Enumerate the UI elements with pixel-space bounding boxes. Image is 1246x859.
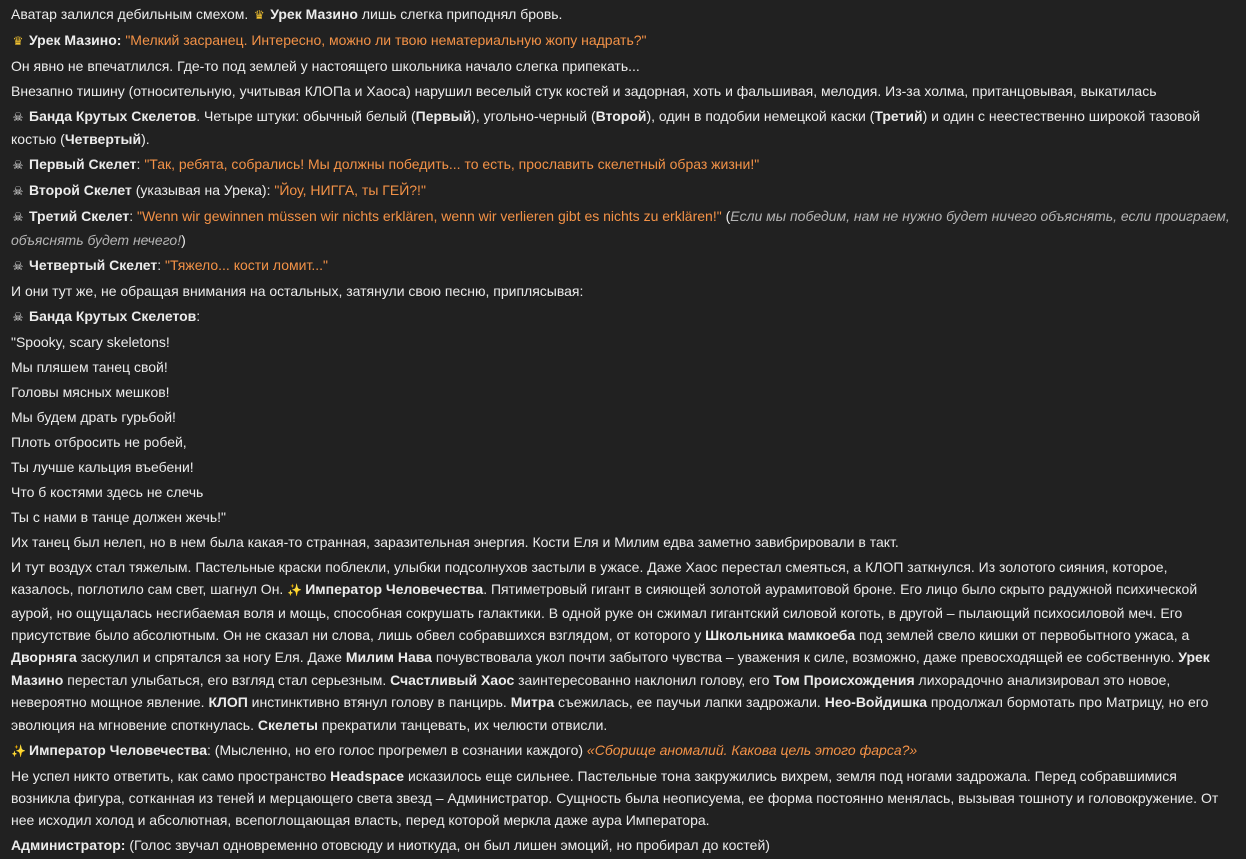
character-name: Администратор: (11, 837, 126, 854)
crown-icon: ♛ (12, 34, 24, 48)
dialogue-quote: «Сборище аномалий. Какова цель этого фарса?» (586, 741, 918, 758)
character-name: Урек Мазино (270, 6, 358, 22)
skull-icon: ☠ (12, 184, 24, 199)
message-paragraph (11, 3, 1233, 26)
character-name: Четвертый Скелет (29, 256, 158, 273)
message-paragraph (11, 179, 1233, 202)
text-segment: Аватар залился дебильным смехом. (11, 6, 253, 22)
message-paragraph (11, 305, 1233, 328)
message-paragraph (11, 29, 1233, 52)
text-segment: Он явно не впечатлился. Где-то под землей у настоящего школьника начало слегка припекать... (11, 58, 640, 74)
character-name: Банда Крутых Скелетов (29, 307, 197, 324)
message-paragraph (11, 765, 1233, 832)
text-segment: : (136, 156, 145, 173)
message-paragraph (11, 456, 1233, 478)
text-segment: продолжал бормотать про Матрицу, но его эволюция на мгновение споткнулась. (11, 694, 1209, 733)
message-paragraph (11, 834, 1233, 856)
character-name: Headspace (330, 767, 405, 784)
skull-icon: ☠ (12, 110, 24, 124)
text-segment: : (157, 256, 166, 273)
character-name: Скелеты (257, 716, 318, 733)
sparkles-icon: ✨ (11, 743, 26, 758)
message-paragraph (11, 481, 1233, 503)
message-paragraph (11, 55, 1233, 77)
message-paragraph (11, 280, 1233, 302)
character-name: Император Человечества (305, 581, 484, 598)
text-segment: Плоть отбросить не робей, (11, 433, 187, 450)
text-segment: И они тут же, не обращая внимания на остальных, затянули свою песню, приплясывая: (11, 282, 584, 299)
text-segment: ). (141, 131, 150, 148)
text-segment: . Пятиметровый гигант в сияющей золотой аурамитовой броне. Его лицо было скрыто радужной психической аурой, но ощущалась несгибаемая воля и мощь, способная сокрушать галактики. В одной руке он сжимал гигантский силовой коготь, в другой – пылающий психосиловой меч. Его присутствие было абсолютным. Он не сказал ни слова, лишь обвел собравшихся взглядом, от которого у (11, 581, 1198, 644)
text-segment: Мы будем драть гурьбой! (11, 408, 176, 425)
text-segment: Их танец был нелеп, но в нем была какая-то странная, заразительная энергия. Кости Еля и Милим едва заметно завибрировали в такт. (11, 533, 899, 550)
text-segment: инстинктивно втянул голову в панцирь. (247, 694, 511, 711)
message-paragraph (11, 331, 1233, 353)
text-segment: Ты лучше кальция въебени! (11, 458, 194, 475)
text-segment: (Голос звучал одновременно отовсюду и ниоткуда, он был лишен эмоций, но пробирал до костей) (125, 837, 770, 854)
text-segment: под землей свело кишки от первобытного ужаса, а (855, 627, 1190, 644)
text-segment: Не успел никто ответить, как само пространство (11, 767, 331, 784)
text-segment: заинтересованно наклонил голову, его (514, 671, 774, 688)
text-segment: заскулил и спрятался за ногу Еля. Даже (76, 649, 346, 666)
text-segment: : (196, 307, 201, 324)
character-name: Том Происхождения (773, 671, 915, 688)
character-name: Император Человечества (29, 741, 207, 758)
dialogue-quote: "Wenn wir gewinnen müssen wir nichts erklären, wenn wir verlieren gibt es nichts zu erklären!" (136, 208, 722, 225)
message-paragraph (11, 406, 1233, 428)
dialogue-quote: "Тяжело... кости ломит..." (165, 256, 328, 273)
character-name: Урек Мазино (11, 649, 1210, 688)
text-segment: Что б костями здесь не слечь (11, 483, 204, 500)
skull-icon: ☠ (12, 158, 24, 173)
text-segment: ), угольно-черный ( (471, 108, 596, 124)
text-segment: исказилось еще сильнее. Пастельные тона закружились вихрем, земля под ногами задрожала. Перед собравшимися возникла фигура, сотканная из теней и мерцающего света звезд – Администратор. Сущность была неописуема, ее форма постоянно менялась, вызывая тошноту и головокружение. От нее исходил холод и абсолютная, всепоглощающая власть, перед которой меркла даже аура Императора. (11, 767, 1219, 829)
text-segment: ( (721, 208, 731, 225)
text-segment: перестал улыбаться, его взгляд стал серьезным. (63, 671, 391, 688)
message-paragraph (11, 556, 1233, 736)
skull-icon: ☠ (12, 309, 24, 324)
chat-message-body (11, 3, 1233, 859)
dialogue-quote: "Мелкий засранец. Интересно, можно ли твою нематериальную жопу надрать?" (125, 32, 647, 48)
text-segment: лишь слегка приподнял бровь. (357, 6, 563, 22)
text-segment: прекратили танцевать, их челюсти отвисли. (317, 716, 608, 733)
text-segment: : (129, 208, 137, 225)
message-paragraph (11, 431, 1233, 453)
text-segment: Головы мясных мешков! (11, 383, 170, 400)
character-name: КЛОП (208, 694, 248, 711)
text-segment: . Четыре штуки: обычный белый ( (196, 108, 416, 124)
character-name: Нео-Войдишка (824, 694, 928, 711)
character-name: Первый (415, 108, 472, 124)
text-segment: почувствовала укол почти забытого чувства – уважения к силе, возможно, даже превосходящей ее собственную. (431, 649, 1179, 666)
translation-note: Если мы победим, нам не нужно будет ничего объяснять, если проиграем, объяснять будет нечего! (11, 208, 1230, 248)
dialogue-quote: "Так, ребята, собрались! Мы должны победить... то есть, прославить скелетный образ жизни!" (144, 156, 760, 173)
character-name: Милим Нава (345, 649, 432, 666)
character-name: Дворняга (11, 649, 77, 666)
crown-icon: ♛ (253, 8, 265, 22)
text-segment: ) и один с неестественно широкой тазовой костью ( (11, 108, 1201, 148)
text-segment: ), один в подобии немецкой каски ( (646, 108, 875, 124)
sparkles-icon: ✨ (287, 583, 303, 598)
text-segment: лихорадочно анализировал это новое, невероятно мощное явление. (11, 671, 1171, 711)
message-paragraph (11, 205, 1233, 251)
character-name: Третий Скелет (29, 208, 130, 225)
message-paragraph (11, 356, 1233, 378)
message-paragraph (11, 739, 1233, 762)
character-name: Счастливый Хаос (390, 671, 515, 688)
character-name: Первый Скелет (29, 156, 137, 173)
character-name: Урек Мазино: (29, 32, 122, 48)
character-name: Второй (595, 108, 647, 124)
message-paragraph (11, 254, 1233, 277)
message-paragraph (11, 105, 1233, 151)
text-segment: : (Мысленно, но его голос прогремел в сознании каждого) (207, 741, 587, 758)
skull-icon: ☠ (12, 258, 24, 273)
text-segment: Мы пляшем танец свой! (11, 358, 168, 375)
message-paragraph (11, 506, 1233, 528)
message-paragraph (11, 153, 1233, 176)
character-name: Третий (874, 108, 923, 124)
text-segment: "Spooky, scary skeletons! (11, 333, 170, 350)
character-name: Второй Скелет (29, 182, 132, 199)
skull-icon: ☠ (12, 210, 24, 225)
text-segment: ) (181, 231, 186, 248)
text-segment: съежилась, ее паучьи лапки задрожали. (554, 694, 825, 711)
message-paragraph (11, 381, 1233, 403)
text-segment: И тут воздух стал тяжелым. Пастельные краски поблекли, улыбки подсолнухов застыли в ужасе. Даже Хаос перестал смеяться, а КЛОП заткнулся. Из золотого сияния, которое, казалось, поглотило сам свет, шагнул Он. (11, 558, 1168, 598)
character-name: Четвертый (64, 131, 142, 148)
dialogue-quote: "Йоу, НИГГА, ты ГЕЙ?!" (274, 182, 426, 199)
character-name: Школьника мамкоеба (705, 627, 856, 644)
message-paragraph (11, 80, 1233, 102)
text-segment: (указывая на Урека): (131, 182, 275, 199)
text-segment: Ты с нами в танце должен жечь!" (11, 508, 226, 525)
message-paragraph (11, 531, 1233, 553)
character-name: Митра (510, 694, 555, 711)
text-segment: Внезапно тишину (относительную, учитывая КЛОПа и Хаоса) нарушил веселый стук костей и задорная, хоть и фальшивая, мелодия. Из-за холма, пританцовывая, выкатилась (11, 83, 1157, 99)
character-name: Банда Крутых Скелетов (29, 108, 197, 124)
